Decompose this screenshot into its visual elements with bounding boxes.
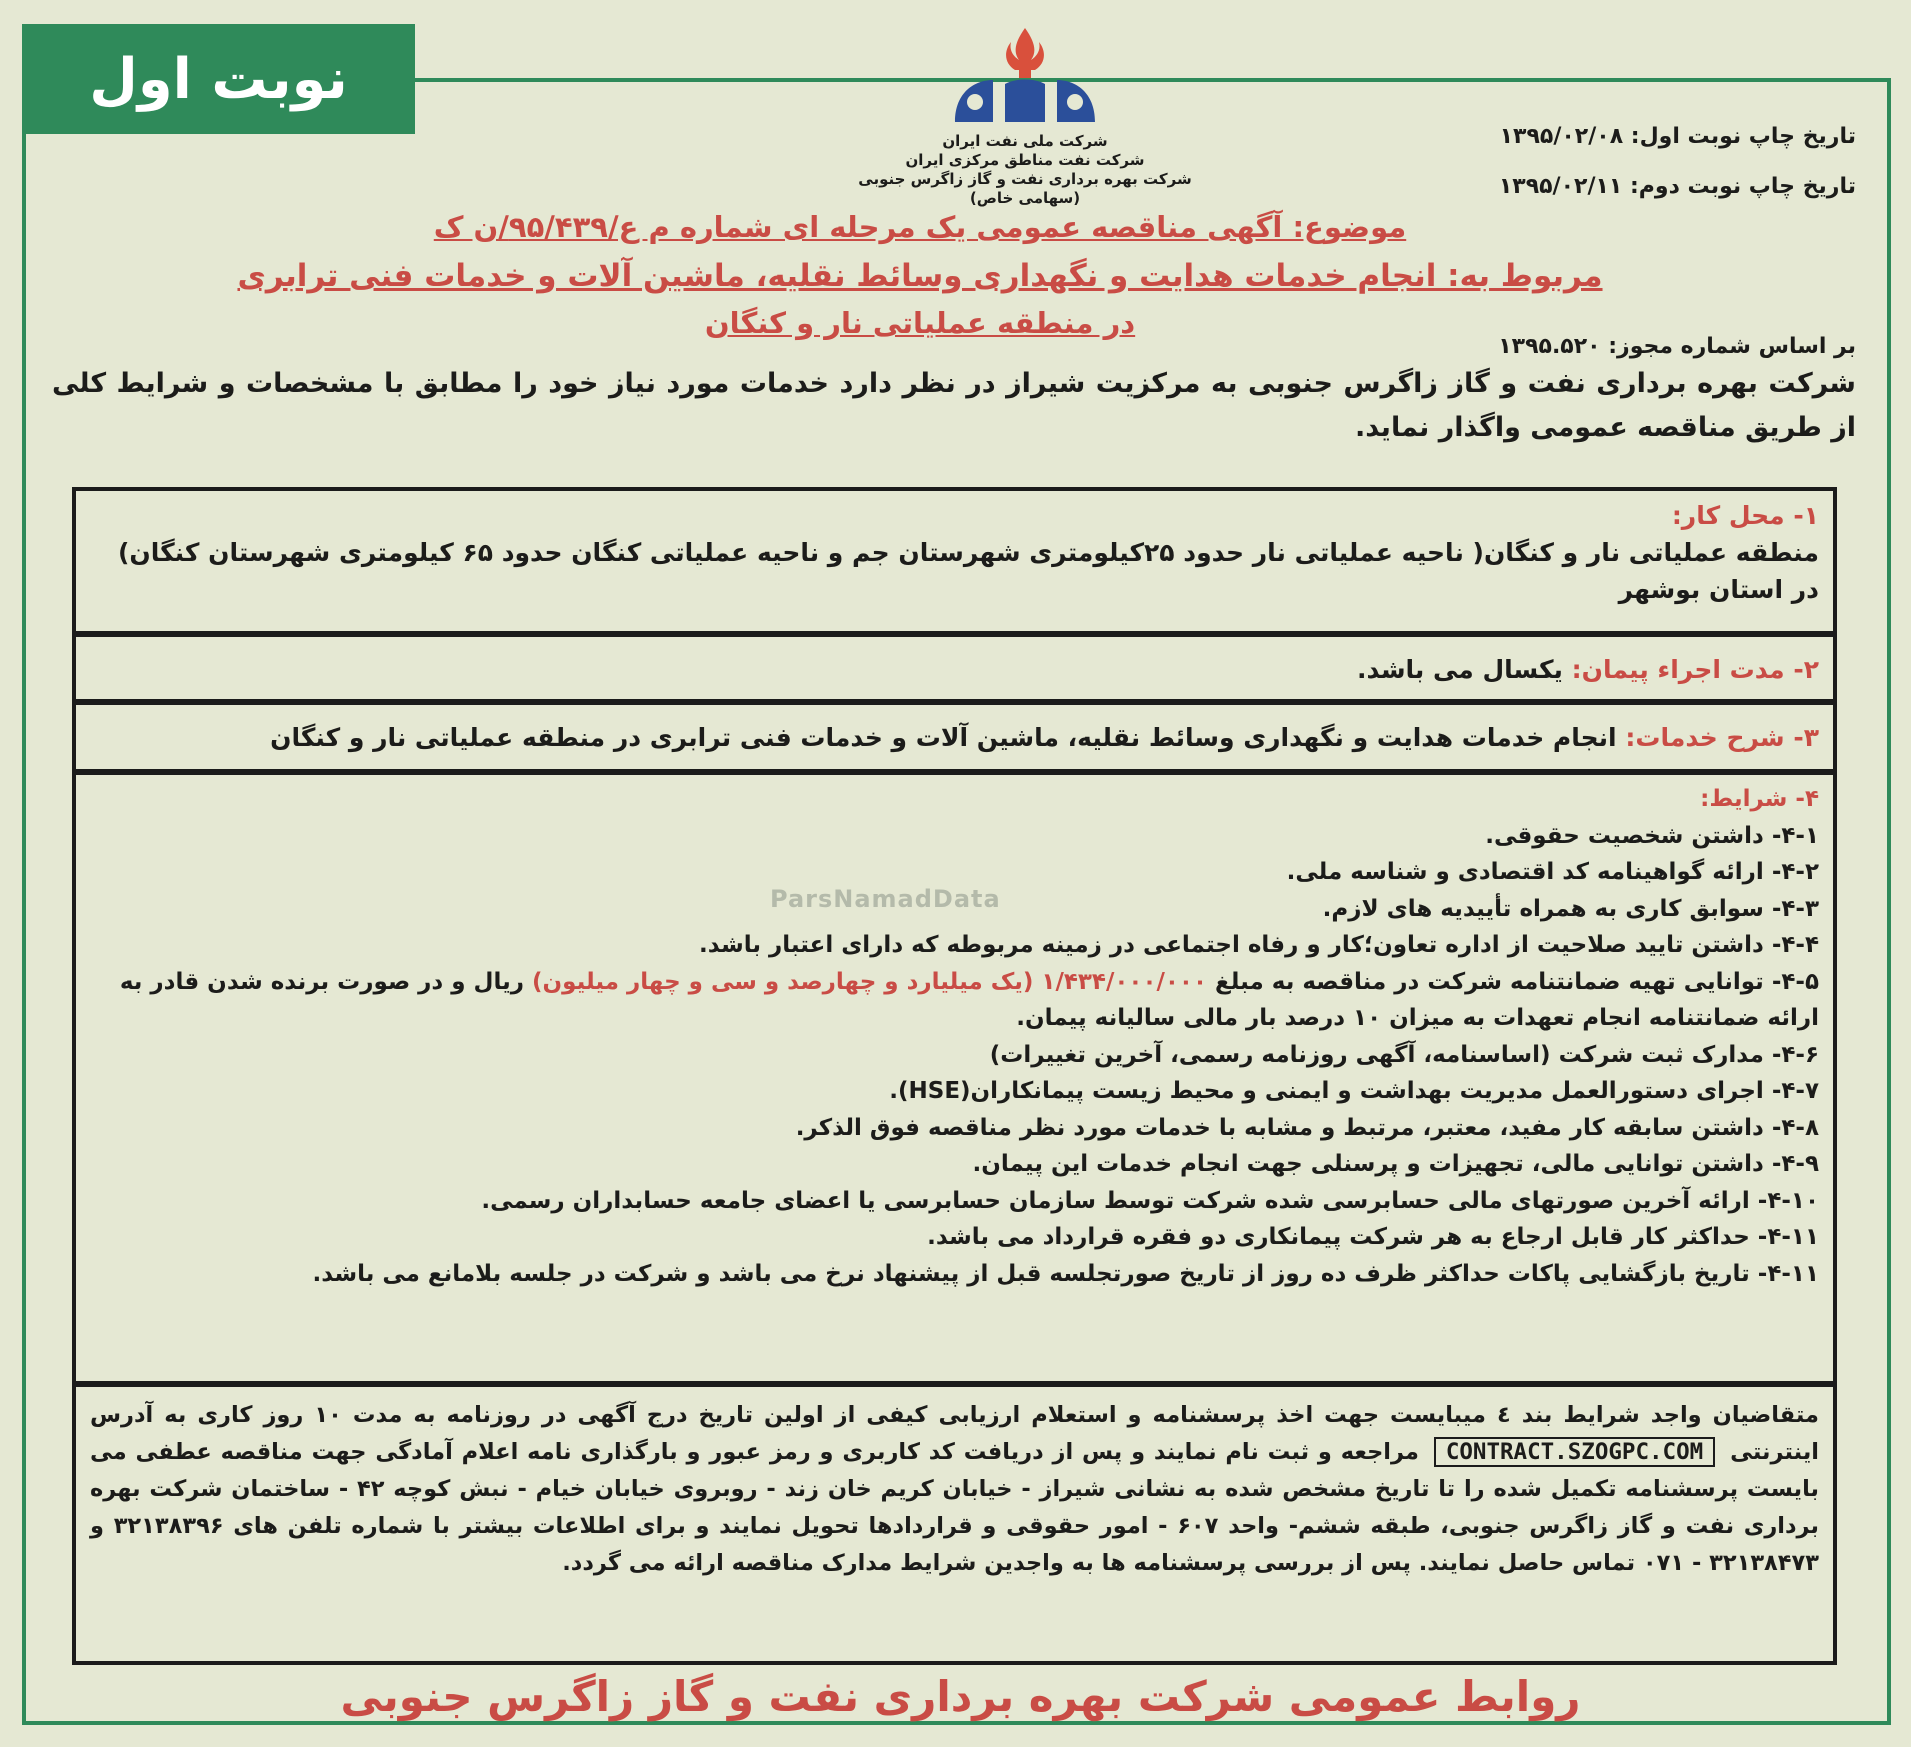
notice-part-2: مراجعه و ثبت نام نمایند و پس از دریافت کد کاربری و رمز عبور و بارگذاری نامه اعلام آمادگی جهت مناقصه عطفی می بایست پرسشنامه تکمیل شده را تا تاریخ مشخص شده به نشانی شیراز - خیابان کریم خان زند - روبروی خیابان خیام - نبش کوچه ۴۲ - ساختمان شرکت بهره برداری نفت و گاز زاگرس جنوبی، طبقه ششم- واحد ۶۰۷ - امور حقوقی و قراردادها تحویل نمایند و برای اطلاعات بیشتر با شماره تلفن های ۳۲۱۳۸۳۹۶ و ۳۲۱۳۸۴۷۳ - ۰۷۱ تماس حاصل نمایند. پس از بررسی پرسشنامه ها به واجدین شرایط مدارک مناقصه ارائه می گردد. (90, 1439, 1819, 1576)
notice-part-1: متقاضیان واجد شرایط بند ٤ میبایست جهت اخذ پرسشنامه و استعلام ارزیابی کیفی از اولین تاریخ درج آگهی در روزنامه به مدت ۱۰ روز کاری به آدرس اینترنتی (90, 1402, 1819, 1465)
section-location (72, 487, 1837, 635)
condition-4-7: ۴-۷- اجرای دستورالعمل مدیریت بهداشت و ایمنی و محیط زیست پیمانکاران(HSE). (889, 1078, 1819, 1104)
company-logo (835, 22, 1215, 207)
notice-text (90, 1397, 1819, 1582)
intro-paragraph: شرکت بهره برداری نفت و گاز زاگرس جنوبی به مرکزیت شیراز در نظر دارد خدمات مورد نیاز خود را مطابق با مشخصات و شرایط کلی از طریق مناقصه عمومی واگذار نماید. (52, 368, 1856, 443)
logo-line-2: شرکت نفت مناطق مرکزی ایران (905, 151, 1145, 169)
condition-4-10: ۴-۱۰- ارائه آخرین صورتهای مالی حسابرسی شده شرکت توسط سازمان حسابرسی یا اعضای جامعه حسابداران رسمی. (481, 1187, 1819, 1214)
condition-4-6: ۴-۶- مدارک ثبت شرکت (اساسنامه، آگهی روزنامه رسمی، آخرین تغییرات) (989, 1041, 1819, 1068)
duration-text: یکسال می باشد. (1357, 655, 1563, 684)
watermark: ParsNamadData (770, 885, 1001, 913)
section-duration (72, 633, 1837, 703)
condition-4-8: ۴-۸- داشتن سابقه کار مفید، معتبر، مرتبط و مشابه با خدمات مورد نظر مناقصه فوق الذکر. (795, 1114, 1819, 1141)
section-conditions (72, 771, 1837, 1385)
condition-4-3: ۴-۳- سوابق کاری به همراه تأییدیه های لازم. (1322, 895, 1819, 922)
condition-4-1: ۴-۱- داشتن شخصیت حقوقی. (1485, 822, 1819, 849)
condition-4-9: ۴-۹- داشتن توانایی مالی، تجهیزات و پرسنلی جهت انجام خدمات این پیمان. (972, 1151, 1819, 1177)
public-relations-footer: روابط عمومی شرکت بهره برداری نفت و گاز زاگرس جنوبی (340, 1672, 1581, 1721)
duration-title: ۲- مدت اجراء پیمان: (1571, 655, 1819, 684)
first-print-date: تاریخ چاپ نوبت اول: ۱۳۹۵/۰۲/۰۸ (1499, 124, 1856, 149)
condition-4-4: ۴-۴- داشتن تایید صلاحیت از اداره تعاون؛کار و رفاه اجتماعی در زمینه مربوطه که دارای اعتبار باشد. (699, 932, 1819, 958)
location-title: ۱- محل کار: (1671, 501, 1819, 530)
second-print-date: تاریخ چاپ نوبت دوم: ۱۳۹۵/۰۲/۱۱ (1498, 174, 1856, 199)
condition-4-5-after: ریال و در صورت برنده شدن قادر به ارائه ضمانتنامه انجام تعهدات به میزان ۱۰ درصد بار مالی سالیانه پیمان. (119, 968, 1819, 1031)
services-text: انجام خدمات هدایت و نگهداری وسائط نقلیه، ماشین آلات و خدمات فنی ترابری در منطقه عملیاتی نار و کنگان (270, 723, 1617, 752)
subject-line-3: در منطقه عملیاتی نار و کنگان (704, 306, 1136, 340)
condition-4-11-b: ۴-۱۱- تاریخ بازگشایی پاکات حداکثر ظرف ده روز از تاریخ صورتجلسه قبل از پیشنهاد نرخ می باشد و شرکت در جلسه بلامانع می باشد. (312, 1260, 1819, 1287)
section-application-notice (72, 1383, 1837, 1665)
print-dates (1296, 112, 1856, 212)
logo-line-1: شرکت ملی نفت ایران (942, 132, 1108, 150)
condition-4-5-amount: ۱/۴۳۴/۰۰۰/۰۰۰ (یک میلیارد و چهارصد و سی و چهار میلیون) (532, 968, 1208, 995)
condition-4-5 (90, 964, 1819, 1037)
permit-number: بر اساس شماره مجوز: ۱۳۹۵.۵۲۰ (1498, 334, 1856, 359)
location-text: منطقه عملیاتی نار و کنگان( ناحیه عملیاتی نار حدود ۲۵کیلومتری شهرستان جم و ناحیه عملیاتی کنگان حدود ۶۵ کیلومتری شهرستان کنگان) در استان بوشهر (117, 538, 1819, 604)
conditions-title: ۴- شرایط: (1700, 786, 1819, 812)
subject-line-1: موضوع: آگهی مناقصه عمومی یک مرحله ای شماره م ع/۹۵/۴۳۹/ن ک (433, 210, 1407, 244)
section-services (72, 701, 1837, 773)
condition-4-11: ۴-۱۱- حداکثر کار قابل ارجاع به هر شرکت پیمانکاری دو فقره قرارداد می باشد. (927, 1224, 1819, 1250)
edition-badge: نوبت اول (22, 24, 415, 134)
logo-line-3: شرکت بهره برداری نفت و گاز زاگرس جنوبی (سهامی خاص) (858, 170, 1192, 207)
condition-4-5-before: ۴-۵- توانایی تهیه ضمانتنامه شرکت در مناقصه به مبلغ (1215, 968, 1819, 995)
subject-line-2: مربوط به: انجام خدمات هدایت و نگهداری وسائط نقلیه، ماشین آلات و خدمات فنی ترابری (237, 258, 1603, 294)
services-title: ۳- شرح خدمات: (1625, 723, 1819, 752)
nioc-emblem-icon (935, 22, 1115, 132)
contract-url-link[interactable]: CONTRACT.SZOGPC.COM (1434, 1437, 1715, 1467)
condition-4-2: ۴-۲- ارائه گواهینامه کد اقتصادی و شناسه ملی. (1286, 859, 1819, 885)
